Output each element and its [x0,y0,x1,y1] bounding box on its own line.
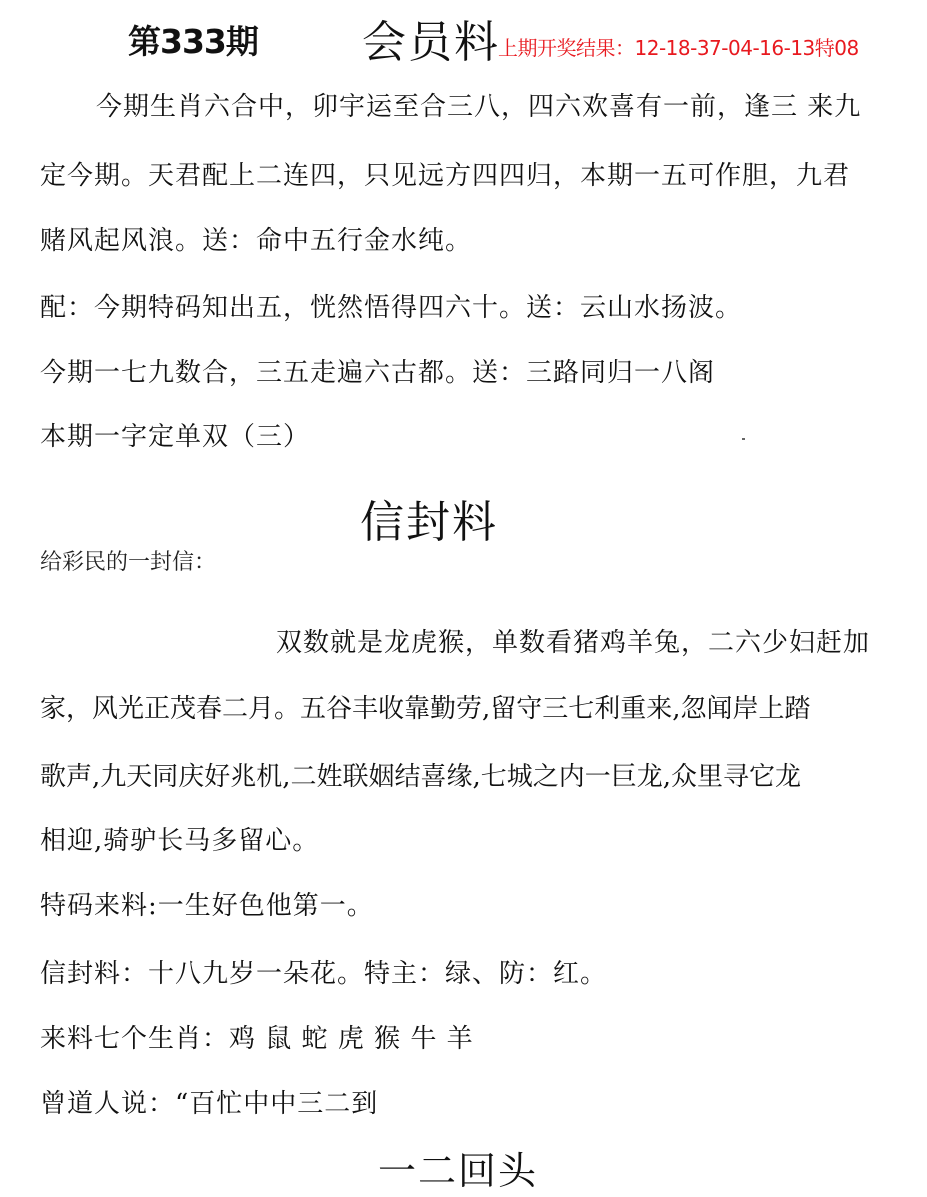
issue-number: 第333期 [128,22,258,61]
member-line-4: 配：今期特码知出五，恍然悟得四六十。送：云山水扬波。 [40,293,743,323]
letter-paragraph-line-3: 歌声,九天同庆好兆机,二姓联姻结喜缘,七城之内一巨龙,众里寻它龙 [40,762,802,792]
zodiac-line: 来料七个生肖：鸡 鼠 蛇 虎 猴 牛 羊 [40,1024,474,1054]
letter-paragraph-line-4: 相迎,骑驴长马多留心。 [40,826,320,856]
letter-section-title: 信封料 [360,497,498,548]
member-line-1: 今期生肖六合中，卯宇运至合三八，四六欢喜有一前，逢三 来九 [96,92,862,122]
letter-intro: 给彩民的一封信： [40,550,217,575]
letter-paragraph-line-1: 双数就是龙虎猴，单数看猪鸡羊兔，二六少妇赶加 [276,628,871,658]
special-code-line: 特码来料:一生好色他第一。 [40,891,374,921]
last-draw-result: 上期开奖结果：12-18-37-04-16-13特08 [498,36,859,60]
quote-line: 曾道人说：“百忙中中三二到 [40,1089,379,1119]
closing-text: 一二回头 [378,1149,539,1193]
member-section-title: 会员料 [362,17,500,68]
envelope-line: 信封料：十八九岁一朵花。特主：绿、防：红。 [40,959,608,989]
member-line-2: 定今期。天君配上二连四，只见远方四四归，本期一五可作胆，九君 [40,161,851,191]
letter-paragraph-line-2: 家，风光正茂春二月。五谷丰收靠勤劳,留守三七利重来,忽闻岸上踏 [40,694,811,724]
scan-speck [742,438,745,440]
member-line-3: 赌风起风浪。送：命中五行金水纯。 [40,226,473,256]
member-line-6: 本期一字定单双（三） [40,422,311,452]
member-line-5: 今期一七九数合，三五走遍六古都。送：三路同归一八阁 [40,358,716,388]
